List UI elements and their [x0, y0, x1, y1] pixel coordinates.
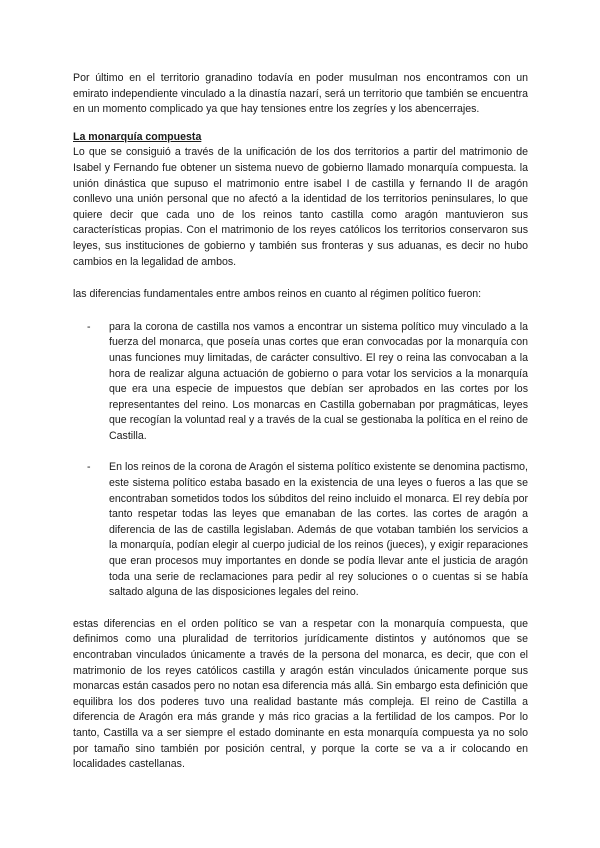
- list-item-text: para la corona de castilla nos vamos a encontrar un sistema político muy vinculado a la fuerza del monarca, que poseía unas cortes que eran convocadas por la monarquía con unas funciones muy limitadas, de carácter consultivo. El rey o reina las convocaban a la hora de realizar alguna actuación de gobierno o para votar los servicios a la monarquía que era una especie de impuestos que debían ser aprobados en las cortes por los representantes del reino. Los monarcas en Castilla gobernaban por pragmáticas, leyes que recogían la voluntad real y a través de la cual se gestionaba la política en el reino de Castilla.: [109, 320, 528, 442]
- list-item: [73, 460, 528, 600]
- conclusion-paragraph: estas diferencias en el orden político se van a respetar con la monarquía compuesta, que definimos como una pluralidad de territorios jurídicamente distintos y autónomos que se encontraban vinculados únicamente a través de la persona del monarca, es decir, que con el matrimonio de los reyes católicos castilla y aragón están vinculados únicamente porque sus monarcas están casados pero no notan esa diferencia más allá. Sin embargo esta definición que equilibra los dos poderes tuvo una realidad bastante más compleja. El reino de Castilla a diferencia de Aragón era más grande y más rico gracias a la fertilidad de los campos. Por lo tanto, Castilla va a ser siempre el estado dominante en esta monarquía compuesta ya no solo por tamaño sino también por posición central, y porque la corte se va a ir colocando en localidades castellanas.: [73, 617, 528, 771]
- section-body-paragraph: Lo que se consiguió a través de la unificación de los dos territorios a partir del matrimonio de Isabel y Fernando fue obtener un sistema nuevo de gobierno llamado monarquía compuesta. la unión dinástica que supuso el matrimonio entre isabel I de castilla y fernando II de aragón conllevo una unión personal que no afectó a la identidad de los territorios peninsulares, lo que quiere decir que cada uno de los reinos tanto castilla como aragón mantuvieron sus características propias. Con el matrimonio de los reyes católicos los territorios conservaron sus leyes, sus instituciones de gobierno y también sus fronteras y sus aduanas, es decir no hubo cambios en la legalidad de ambos.: [73, 146, 528, 268]
- bullet-dash: -: [87, 320, 91, 333]
- intro-paragraph: Por último en el territorio granadino todavía en poder musulman nos encontramos con un emirato independiente vinculado a la dinastía nazarí, será un territorio que también se encuentra en un momento complicado ya que hay tensiones entre los zegríes y los abencerrajes.: [73, 72, 528, 116]
- list-item-text: En los reinos de la corona de Aragón el sistema político existente se denomina pactismo, este sistema político estaba basado en la existencia de una leyes o fueros a las que se encontraban sometidos todos los súbditos del reino incluido el monarca. El rey debía por tanto respetar todas las leyes que emanaban de las cortes. las cortes de aragón a diferencia de las de castilla legislaban. Además de que votaban también los servicios a la monarquía, podían elegir al cuerpo judicial de los reinos (jueces), y exigir reparaciones que eran procesos muy importantes en donde se podía llevar ante el justicia de aragón toda una serie de reclamaciones para pedir al rey soluciones o o cuentas si se había saltado alguna de las disposiciones legales del reino.: [109, 461, 528, 599]
- bullet-dash: -: [87, 461, 91, 474]
- list-item: [73, 320, 528, 445]
- section-heading: La monarquía compuesta: [73, 130, 202, 143]
- differences-list: [73, 320, 528, 601]
- differences-intro-paragraph: las diferencias fundamentales entre ambos reinos en cuanto al régimen político fueron:: [73, 288, 482, 301]
